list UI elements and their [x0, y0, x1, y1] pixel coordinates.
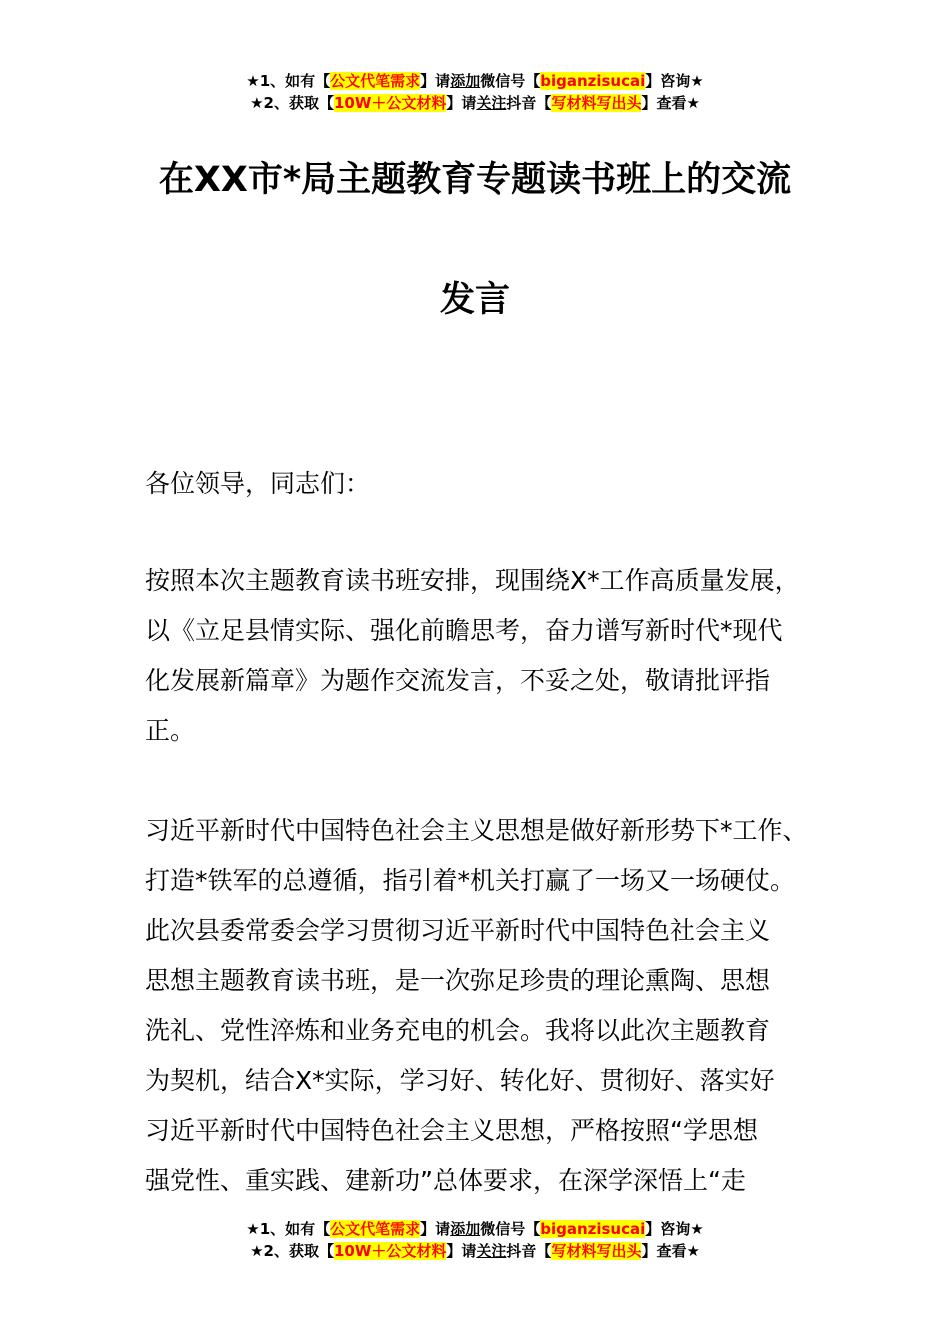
banner-underlined: 关注: [476, 94, 507, 112]
document-title-line-1: 在XX市*局主题教育专题读书班上的交流: [158, 160, 792, 200]
banner-underlined: 添加: [450, 72, 481, 90]
banner-text: ★1、如有【: [246, 72, 331, 90]
banner-highlight: 10W＋公文材料: [333, 94, 447, 112]
document-title-line-2: 发言: [439, 280, 510, 320]
paragraph-line: 此次县委常委会学习贯彻习近平新时代中国特色社会主义: [145, 916, 771, 945]
banner-text: 微信号【: [480, 72, 541, 90]
paragraph-2: [145, 806, 835, 1206]
paragraph-line: 洗礼、党性淬炼和业务充电的机会。我将以此次主题教育: [145, 1016, 771, 1045]
banner-highlight: 写材料写出头: [551, 94, 642, 112]
paragraph-line: 思想主题教育读书班，是一次弥足珍贵的理论熏陶、思想: [145, 966, 771, 995]
paragraph-line: 按照本次主题教育读书班安排，现围绕X*工作高质量发展，: [145, 566, 800, 595]
paragraph-line: 习近平新时代中国特色社会主义思想，严格按照“学思想: [145, 1116, 758, 1145]
header-banner: [0, 70, 950, 114]
banner-text: 】咨询★: [645, 1220, 704, 1238]
banner-text: ★2、获取【: [250, 94, 334, 112]
banner-text: 】请: [446, 94, 477, 112]
banner-line-2: [0, 1240, 950, 1262]
paragraph-line: 习近平新时代中国特色社会主义思想是做好新形势下*工作、: [145, 816, 808, 845]
banner-highlight: 10W＋公文材料: [333, 1242, 447, 1260]
banner-text: 】咨询★: [645, 72, 704, 90]
paragraph-1: [145, 556, 835, 756]
banner-highlight: 公文代笔需求: [330, 1220, 421, 1238]
banner-highlight: biganzisucai: [540, 1220, 646, 1238]
banner-text: 】查看★: [641, 94, 700, 112]
paragraph-line: 正。: [145, 716, 196, 745]
banner-highlight: 公文代笔需求: [330, 72, 421, 90]
banner-text: 】请: [420, 72, 451, 90]
banner-underlined: 添加: [450, 1220, 481, 1238]
paragraph-line: 以《立足县情实际、强化前瞻思考，奋力谱写新时代*现代: [145, 616, 783, 645]
banner-text: ★1、如有【: [246, 1220, 331, 1238]
footer-banner: [0, 1218, 950, 1262]
banner-text: ★2、获取【: [250, 1242, 334, 1260]
banner-text: 抖音【: [506, 94, 552, 112]
banner-line-2: [0, 92, 950, 114]
banner-line-1: [0, 1218, 950, 1240]
paragraph-line: 为契机，结合X*实际，学习好、转化好、贯彻好、落实好: [145, 1066, 775, 1095]
greeting: [145, 459, 835, 509]
paragraph-line: 打造*铁军的总遵循，指引着*机关打赢了一场又一场硬仗。: [145, 866, 796, 895]
paragraph-line: 强党性、重实践、建新功”总体要求，在深学深悟上“走: [145, 1166, 746, 1195]
banner-underlined: 关注: [476, 1242, 507, 1260]
banner-text: 微信号【: [480, 1220, 541, 1238]
banner-text: 】请: [420, 1220, 451, 1238]
banner-line-1: [0, 70, 950, 92]
banner-text: 抖音【: [506, 1242, 552, 1260]
banner-text: 】请: [446, 1242, 477, 1260]
paragraph-line: 化发展新篇章》为题作交流发言，不妥之处，敬请批评指: [145, 666, 771, 695]
banner-text: 】查看★: [641, 1242, 700, 1260]
banner-highlight: biganzisucai: [540, 72, 646, 90]
greeting-text: 各位领导，同志们：: [145, 469, 371, 498]
banner-highlight: 写材料写出头: [551, 1242, 642, 1260]
